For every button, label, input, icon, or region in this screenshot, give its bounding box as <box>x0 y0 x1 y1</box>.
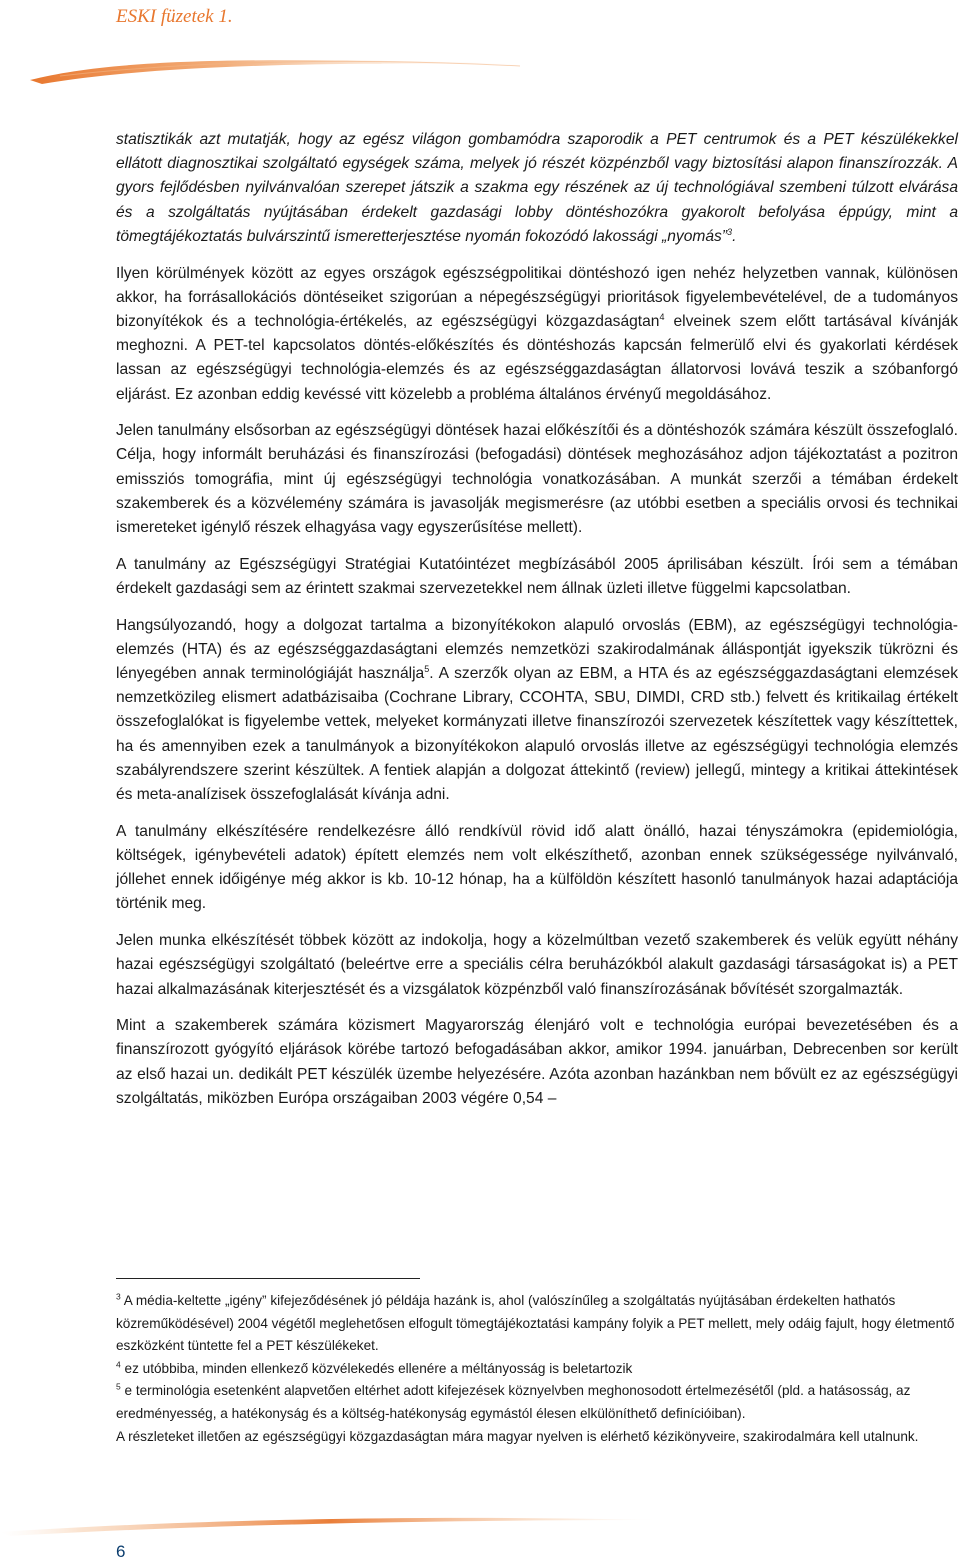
paragraph-5 <box>116 614 958 808</box>
paragraph-5-end: . A szerzők olyan az EBM, a HTA és az egészséggazdaságtani elemzések nemzetközileg elismert adatbázisaiba (Cochrane Library, CCOHTA, SBU, DIMDI, CRD stb.) felvett és kritikailag értékelt összefoglalókat is figyelembe vettek, melyeket kormányzati illetve finanszírozói szervezetek készítettek vagy készíttettek, ha és amennyiben ezek a tanulmányok a bizonyítékokon alapuló orvoslás illetve az egészségügyi technológia elemzés szabályrendszere szerint készültek. A fentiek alapján a dolgozat áttekintő (review) jellegű, mintegy a kritikai áttekintések és meta-analízisek összefoglalását kívánja adni. <box>116 665 958 804</box>
footnote-3-text: A média-keltette „igény” kifejeződésének jó példája hazánk is, ahol (valószínűleg a szolgáltatás nyújtásában érdekelten hathatós közreműködésével) 2004 végétől meglehetősen elfogult tömegtájékoztatási kampány folyik a PET mellett, mely odáig fajult, hogy életmentő eszközként tüntette fel a PET készülékeket. <box>116 1293 955 1354</box>
paragraph-1-text: statisztikák azt mutatják, hogy az egész világon gombamódra szaporodik a PET centrumok és a PET készülékekkel ellátott diagnosztikai szolgáltató egységek száma, melyek jó részét közpénzből vagy biztosítási alapon finanszírozzák. A gyors fejlődésben nyilvánvalóan szerepet játszik a szakma egy részének az új technológiával szembeni túlzott elvárása és a szolgáltatás nyújtásában érdekelt gazdasági lobby döntéshozókra gyakorolt befolyása éppúgy, mint a tömegtájékoztatás bulvárszintű ismeretterjesztése nyomán fokozódó lakossági „nyomás” <box>116 131 958 245</box>
running-header: ESKI füzetek 1. <box>116 6 233 27</box>
page-number: 6 <box>116 1542 126 1561</box>
footnote-4-text: ez utóbbiba, minden ellenkező közvélekedés ellenére a méltányosság is beletartozik <box>120 1360 633 1376</box>
footnote-4 <box>116 1358 958 1381</box>
footnote-ref-4: 4 <box>659 311 665 322</box>
footnote-4-number: 4 <box>116 1359 121 1370</box>
paragraph-4: A tanulmány az Egészségügyi Stratégiai Kutatóintézet megbízásából 2005 áprilisában készült. Írói sem a témában érdekelt gazdasági sem az érintett szakmai szervezetekkel nem állnak üzleti illetve függelmi kapcsolatban. <box>116 555 958 597</box>
footnote-5-continued: A részleteket illetően az egészségügyi közgazdaságtan mára magyar nyelven is elérhető kézikönyveire, szakirodalmára kell utalnunk. <box>116 1428 919 1444</box>
paragraph-5-text: Hangsúlyozandó, hogy a dolgozat tartalma a bizonyítékokon alapuló orvoslás (EBM), az egészségügyi technológia-elemzés (HTA) és az egészséggazdaságtani elemzés nemzetközi szakirodalmának álláspontját igyekszik tükrözni és lényegében annak terminológiáját használja <box>116 616 958 683</box>
paragraph-3: Jelen tanulmány elsősorban az egészségügyi döntések hazai előkészítői és a döntéshozók számára készült összefoglaló. Célja, hogy informált beruházási és finanszírozási (befogadási) döntések meghozásához adjon tájékoztatást a pozitron emissziós tomográfia, mint új egészségügyi technológia vonatkozásában. A munkát szerzői a témában érdekelt szakemberek és a közvélemény számára is javasolják megismerésre (az utóbbi esetben a speciális orvosi és technikai ismereteket igénylő részek elhagyása vagy egyszerűsítése mellett). <box>116 422 958 537</box>
footer-swoosh-decoration <box>0 1508 960 1538</box>
paragraph-6: A tanulmány elkészítésére rendelkezésre álló rendkívül rövid idő alatt önálló, hazai tényszámokra (epidemiológia, költségek, igénybevételi adatok) épített elemzés nem volt elkészíthető, azonban ennek szükségessége nyilvánvaló, jóllehet ennek időigénye még akkor is kb. 10-12 hónap, ha a külföldön készített hasonló tanulmányok hazai adaptációja történik meg. <box>116 822 958 913</box>
paragraph-1-end: . <box>732 227 737 245</box>
header-swoosh-decoration <box>0 46 960 86</box>
paragraph-8: Mint a szakemberek számára közismert Magyarország élenjáró volt e technológia európai bevezetésében és a finanszírozott gyógyító eljárások körébe tartozó befogadásában akkor, amikor 1994. januárban, Debrecenben sor került az első hazai un. dedikált PET készülék üzembe helyezésére. Azóta azonban hazánkban nem bővült ez az egészségügyi szolgáltatás, miközben Európa országaiban 2003 végére 0,54 – <box>116 1017 958 1107</box>
paragraph-1 <box>116 128 958 249</box>
paragraph-2-text: Ilyen körülmények között az egyes országok egészségpolitikai döntéshozó igen nehéz helyzetben vannak, különösen akkor, ha forrásallokációs döntéseiket szigorúan a népegészségügyi prioritások figyelembevételével, de a tudományos bizonyítékok és a technológia-értékelés, az egészségügyi közgazdaságtan <box>116 264 958 330</box>
paragraph-7: Jelen munka elkészítését többek között az indokolja, hogy a közelmúltban vezető szakemberek és velük együtt néhány hazai egészségügyi szolgáltató (beleértve erre a speciális célra beruházókból alakult gazdasági társaságokat is) a PET hazai alkalmazásának kiterjesztését és a vizsgálatok közpénzből való finanszírozásának bővítését szorgalmazták. <box>116 932 958 998</box>
footnote-ref-3: 3 <box>727 226 733 237</box>
footnote-3-number: 3 <box>116 1291 121 1302</box>
body-text <box>116 128 958 1124</box>
footnote-3 <box>116 1290 958 1358</box>
paragraph-2-end: elveinek szem előtt tartásával kívánják meghozni. A PET-tel kapcsolatos döntés-előkészítés és döntéshozás kapcsán felmerülő elvi és gyakorlati kérdések lassan az egészségügyi technológia-elemzés és az egészséggazdaságtan állatorvosi lovává teszik a szóbanforgó eljárást. Ez azonban eddig kevéssé vitt közelebb a probléma általános érvényű megoldásához. <box>116 312 958 403</box>
footnote-5-text: e terminológia esetenként alapvetően eltérhet adott kifejezések köznyelvben meghonosodott értelmezésétől (pld. a hatásosság, az eredményesség, a hatékonyság és a költség-hatékonyság egymástól élesen elkülöníthető definícióiban). <box>116 1383 911 1421</box>
footnote-5 <box>116 1380 958 1425</box>
footnotes <box>116 1290 958 1448</box>
footnote-separator <box>116 1278 420 1279</box>
footnote-5-number: 5 <box>116 1381 121 1392</box>
paragraph-2 <box>116 262 958 407</box>
footnote-ref-5: 5 <box>424 663 430 674</box>
